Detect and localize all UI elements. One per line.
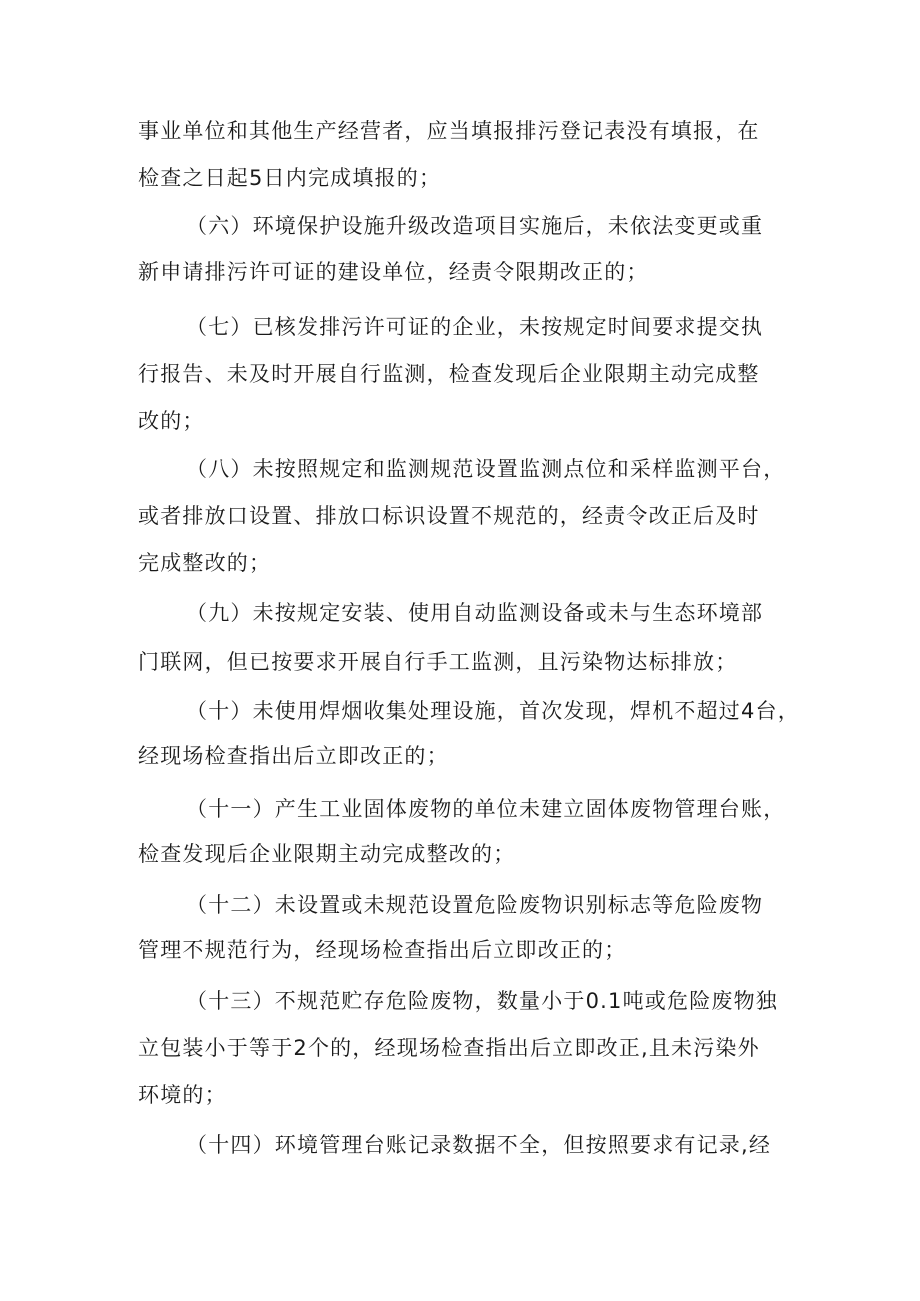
text-line-13: （十）未使用焊烟收集处理设施，首次发现，焊机不超过4台， (186, 699, 800, 723)
text-line-9: 或者排放口设置、排放口标识设置不规范的，经责令改正后及时 (138, 504, 760, 528)
text-line-19: （十三）不规范贮存危险废物，数量小于0.1吨或危险废物独 (186, 989, 778, 1013)
text-line-21: 环境的； (138, 1083, 227, 1107)
text-line-16: 检查发现后企业限期主动完成整改的； (138, 842, 516, 866)
text-line-8: （八）未按照规定和监测规范设置监测点位和采样监测平台， (186, 457, 786, 481)
text-line-7: 改的； (138, 409, 205, 433)
text-line-5: （七）已核发排污许可证的企业，未按规定时间要求提交执 (186, 315, 764, 339)
text-line-12: 门联网，但已按要求开展自行手工监测，且污染物达标排放； (138, 650, 738, 674)
text-line-11: （九）未按规定安装、使用自动监测设备或未与生态环境部 (186, 601, 764, 625)
text-line-17: （十二）未设置或未规范设置危险废物识别标志等危险废物 (186, 893, 764, 917)
text-line-4: 新申请排污许可证的建设单位，经责令限期改正的； (138, 260, 649, 284)
text-line-6: 行报告、未及时开展自行监测，检查发现后企业限期主动完成整 (138, 362, 760, 386)
text-line-20: 立包装小于等于2个的，经现场检查指出后立即改正,且未污染外 (138, 1036, 760, 1060)
text-line-18: 管理不规范行为，经现场检查指出后立即改正的； (138, 938, 627, 962)
text-line-10: 完成整改的； (138, 551, 272, 575)
text-line-2: 检查之日起5日内完成填报的； (138, 166, 442, 190)
text-line-14: 经现场检查指出后立即改正的； (138, 744, 449, 768)
text-line-3: （六）环境保护设施升级改造项目实施后，未依法变更或重 (186, 214, 764, 238)
text-line-1: 事业单位和其他生产经营者，应当填报排污登记表没有填报，在 (138, 119, 760, 143)
text-line-15: （十一）产生工业固体废物的单位未建立固体废物管理台账， (186, 797, 786, 821)
text-line-22: （十四）环境管理台账记录数据不全，但按照要求有记录,经 (186, 1133, 772, 1157)
